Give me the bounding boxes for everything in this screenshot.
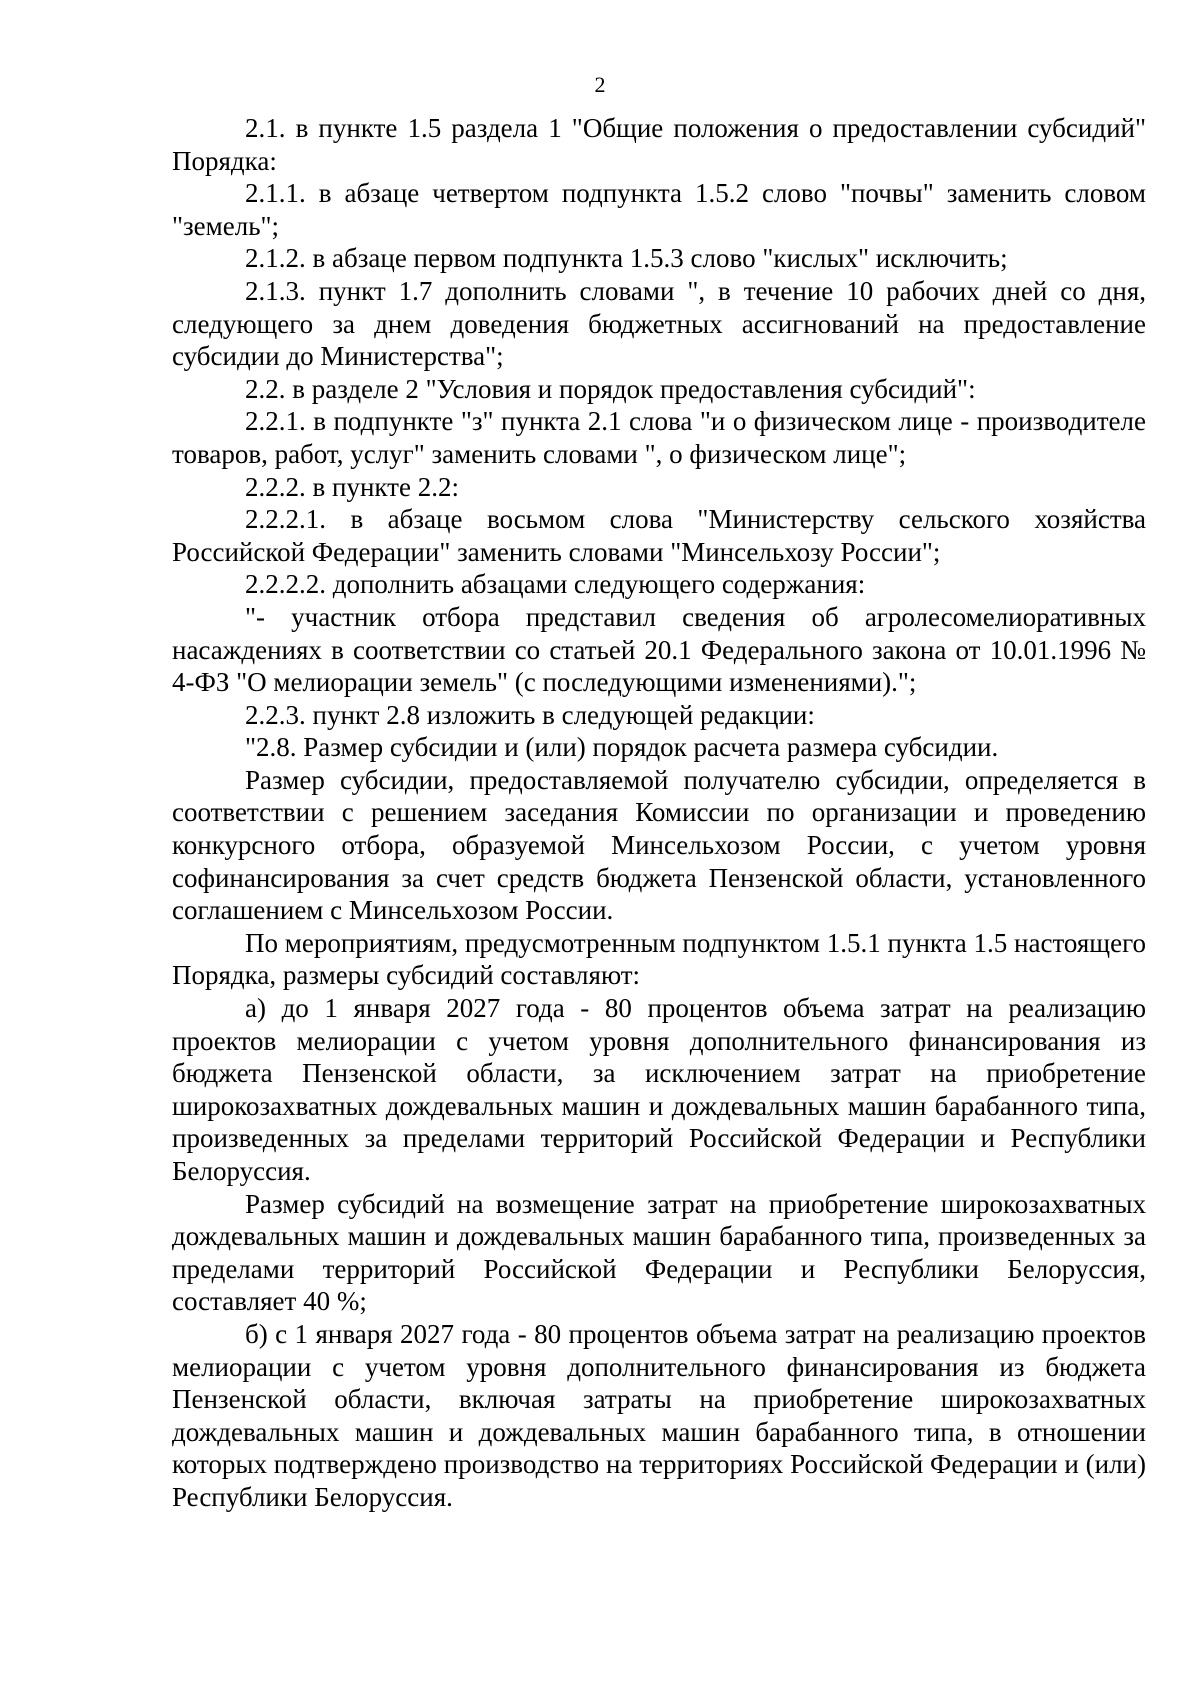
paragraph-2-2-2: 2.2.2. в пункте 2.2:	[245, 471, 459, 502]
paragraph-subsidy-size: Размер субсидии, предоставляемой получателю субсидии, определяется в соответствии с решением заседания Комиссии по организации и проведению конкурсного отбора, образуемой Минсельхозом России, с учетом уровня софинансирования за счет средств бюджета Пензенской области, установленного соглашением с Минсельхозом России.	[172, 764, 1146, 926]
paragraph-2-1-2: 2.1.2. в абзаце первом подпункта 1.5.3 слово "кислых" исключить;	[245, 243, 1008, 274]
page-number: 2	[594, 72, 606, 97]
paragraph-2-1: 2.1. в пункте 1.5 раздела 1 "Общие положения о предоставлении субсидий" Порядка:	[172, 113, 1146, 176]
paragraph-2-2-2-1: 2.2.2.1. в абзаце восьмом слова "Министерству сельского хозяйства Российской Федерации" заменить словами "Минсельхозу России";	[172, 504, 1146, 567]
paragraph-item-b: б) с 1 января 2027 года - 80 процентов объема затрат на реализацию проектов мелиорации с учетом уровня дополнительного финансирования из бюджета Пензенской области, включая затраты на приобретение широкозахватных дождевальных машин и дождевальных машин барабанного типа, в отношении которых подтверждено производство на территориях Российской Федерации и (или) Республики Белоруссия.	[172, 1318, 1146, 1512]
paragraph-2-2-2-2: 2.2.2.2. дополнить абзацами следующего содержания:	[245, 569, 866, 600]
paragraph-item-a: а) до 1 января 2027 года - 80 процентов объема затрат на реализацию проектов мелиорации с учетом уровня дополнительного финансирования из бюджета Пензенской области, за исключением затрат на приобретение широкозахватных дождевальных машин и дождевальных машин барабанного типа, произведенных за пределами территорий Российской Федерации и Республики Белоруссия.	[172, 993, 1146, 1186]
paragraph-quote-participant: "- участник отбора представил сведения об агролесомелиоративных насаждениях в соответствии со статьей 20.1 Федерального закона от 10.01.1996 № 4-ФЗ "О мелиорации земель" (с последующими изменениями).";	[172, 601, 1146, 698]
paragraph-2-2: 2.2. в разделе 2 "Условия и порядок предоставления субсидий":	[245, 373, 976, 404]
paragraph-2-1-1: 2.1.1. в абзаце четвертом подпункта 1.5.2 слово "почвы" заменить словом "земель";	[172, 178, 1146, 241]
paragraph-measures: По мероприятиям, предусмотренным подпунктом 1.5.1 пункта 1.5 настоящего Порядка, размеры субсидий составляют:	[172, 927, 1146, 991]
paragraph-reimbursement: Размер субсидий на возмещение затрат на приобретение широкозахватных дождевальных машин и дождевальных машин барабанного типа, произведенных за пределами территорий Российской Федерации и Республики Белоруссия, составляет 40 %;	[172, 1188, 1146, 1317]
document-body	[172, 112, 1146, 1514]
paragraph-2-8-heading: "2.8. Размер субсидии и (или) порядок расчета размера субсидии.	[245, 732, 999, 763]
paragraph-2-2-3: 2.2.3. пункт 2.8 изложить в следующей редакции:	[245, 699, 815, 730]
paragraph-2-2-1: 2.2.1. в подпункте "з" пункта 2.1 слова "и о физическом лице - производителе товаров, работ, услуг" заменить словами ", о физическом лице";	[172, 406, 1146, 469]
paragraph-2-1-3: 2.1.3. пункт 1.7 дополнить словами ", в течение 10 рабочих дней со дня, следующего за днем доведения бюджетных ассигнований на предоставление субсидии до Министерства";	[172, 275, 1146, 372]
